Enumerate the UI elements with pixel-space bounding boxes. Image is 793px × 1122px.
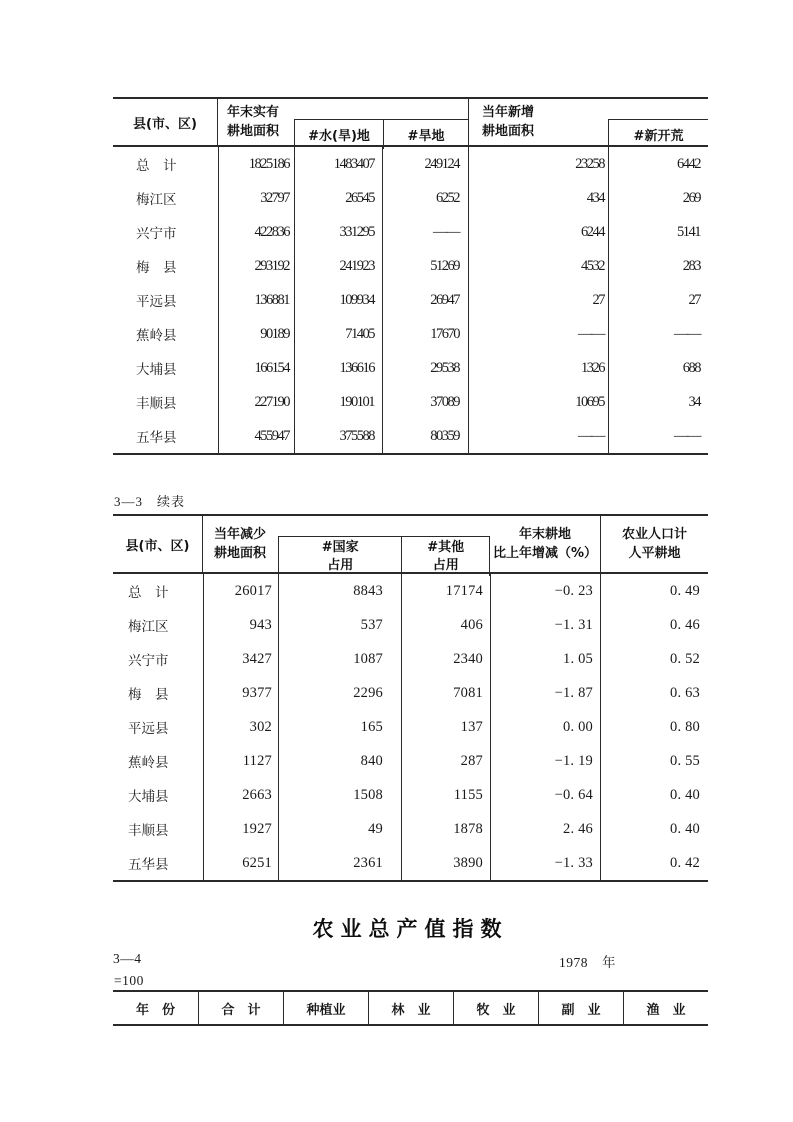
table1-header-dryland [383, 120, 468, 149]
cell-decreased-area: 3427 [203, 642, 278, 676]
cell-state-occupied: 1508 [278, 778, 401, 812]
table3-header-total: 合 计 [198, 992, 283, 1024]
table1-header-yearend-area [219, 99, 294, 145]
cell-other-occupied: 137 [401, 710, 490, 744]
row-label-county: 平远县 [136, 294, 177, 309]
cell-state-occupied: 165 [278, 710, 401, 744]
cell-new-added: 1326 [468, 351, 608, 385]
cell-dryland: 51269 [382, 249, 468, 283]
header-label-line2: 耕地面积 [214, 546, 267, 561]
row-label-county: 丰顺县 [136, 396, 177, 411]
table2-header-decreased [204, 516, 278, 572]
cell-new-added: 6244 [468, 215, 608, 249]
row-label-county: 梅 县 [128, 687, 169, 702]
cell-other-occupied: 2340 [401, 642, 490, 676]
row-label-county: 平远县 [128, 721, 169, 736]
cell-reclaimed: 34 [608, 385, 708, 419]
row-label-county: 兴宁市 [128, 653, 169, 668]
cell-yoy-change: −1. 31 [490, 608, 600, 642]
cell-decreased-area: 2663 [203, 778, 278, 812]
row-label-county: 蕉岭县 [128, 755, 169, 770]
cell-state-occupied: 2361 [278, 846, 401, 880]
cell-new-added: 23258 [468, 147, 608, 181]
cell-state-occupied: 1087 [278, 642, 401, 676]
cell-per-capita: 0. 49 [600, 574, 708, 608]
header-label: #新开荒 [633, 129, 684, 144]
cell-per-capita: 0. 55 [600, 744, 708, 778]
cell-per-capita: 0. 40 [600, 812, 708, 846]
table2-header-per-capita [600, 516, 708, 572]
table2-header-yoy-change [490, 516, 600, 572]
cell-decreased-area: 26017 [203, 574, 278, 608]
cell-yearend-area: 455947 [218, 419, 294, 453]
header-label-line2: 人平耕地 [628, 546, 681, 561]
cell-dryland: 80359 [382, 419, 468, 453]
table1-header-paddy [295, 120, 383, 149]
row-label-county: 梅 县 [136, 260, 177, 275]
cell-reclaimed: 6442 [608, 147, 708, 181]
table-row [113, 283, 708, 317]
table-row [113, 181, 708, 215]
cell-new-added: 434 [468, 181, 608, 215]
table-cultivated-land-part2 [113, 514, 708, 882]
cell-decreased-area: 1927 [203, 812, 278, 846]
cell-other-occupied: 3890 [401, 846, 490, 880]
section-title: 农业总产值指数 [312, 917, 509, 941]
cell-paddy: 190101 [294, 385, 382, 419]
row-label-county: 梅江区 [128, 619, 169, 634]
cell-reclaimed: 27 [608, 283, 708, 317]
cell-reclaimed: —— [608, 317, 708, 351]
table-row [113, 608, 708, 642]
table-row [113, 778, 708, 812]
cell-yoy-change: −0. 64 [490, 778, 600, 812]
cell-state-occupied: 2296 [278, 676, 401, 710]
row-label-county: 蕉岭县 [136, 328, 177, 343]
cell-yoy-change: −1. 87 [490, 676, 600, 710]
table3-header-husbandry: 牧 业 [453, 992, 538, 1024]
cell-paddy: 109934 [294, 283, 382, 317]
cell-yearend-area: 227190 [218, 385, 294, 419]
cell-reclaimed: 5141 [608, 215, 708, 249]
cell-state-occupied: 8843 [278, 574, 401, 608]
table2-header-state-occupied [279, 537, 401, 576]
header-label-line2: 耕地面积 [227, 124, 280, 139]
cell-dryland: 17670 [382, 317, 468, 351]
cell-other-occupied: 1878 [401, 812, 490, 846]
cell-yearend-area: 136881 [218, 283, 294, 317]
row-label-county: 大埔县 [136, 362, 177, 377]
row-label-county: 总 计 [128, 585, 169, 600]
table3-header-fishery: 渔 业 [623, 992, 708, 1024]
table-row [113, 215, 708, 249]
cell-new-added: 4532 [468, 249, 608, 283]
cell-other-occupied: 287 [401, 744, 490, 778]
cell-yearend-area: 166154 [218, 351, 294, 385]
header-label-line1: 当年减少 [214, 527, 267, 542]
cell-other-occupied: 7081 [401, 676, 490, 710]
header-label-line2: 占用 [432, 557, 459, 573]
row-label-county: 丰顺县 [128, 823, 169, 838]
table-row [113, 812, 708, 846]
cell-paddy: 241923 [294, 249, 382, 283]
table-row [113, 147, 708, 181]
cell-yearend-area: 1825186 [218, 147, 294, 181]
base-value-text: =100 [114, 973, 144, 988]
cell-dryland: 26947 [382, 283, 468, 317]
cell-decreased-area: 943 [203, 608, 278, 642]
table1-header-new-added [468, 99, 608, 145]
cell-yoy-change: −0. 23 [490, 574, 600, 608]
cell-per-capita: 0. 63 [600, 676, 708, 710]
table-row [113, 642, 708, 676]
row-label-county: 兴宁市 [136, 226, 177, 241]
header-label-line1: 当年新增 [482, 105, 535, 120]
cell-new-added: —— [468, 317, 608, 351]
cell-yoy-change: −1. 33 [490, 846, 600, 880]
cell-paddy: 71405 [294, 317, 382, 351]
table-row [113, 317, 708, 351]
cell-other-occupied: 1155 [401, 778, 490, 812]
table2-header [113, 514, 708, 574]
cell-paddy: 26545 [294, 181, 382, 215]
header-label: 县(市、区) [125, 538, 190, 554]
table-row [113, 351, 708, 385]
header-label: #旱地 [407, 129, 445, 144]
table2-header-region [113, 516, 203, 572]
cell-new-added: —— [468, 419, 608, 453]
cell-decreased-area: 1127 [203, 744, 278, 778]
table1-body [113, 147, 708, 455]
table-row [113, 419, 708, 453]
row-label-county: 总 计 [136, 158, 177, 173]
table-row [113, 249, 708, 283]
table-cultivated-land-part1 [113, 97, 708, 455]
cell-dryland: 29538 [382, 351, 468, 385]
cell-yoy-change: −1. 19 [490, 744, 600, 778]
table1-header [113, 97, 708, 147]
table-row [113, 676, 708, 710]
table1-subheader-box-reclaimed [608, 119, 708, 149]
table-row [113, 846, 708, 880]
table3-base-value [114, 973, 709, 989]
cell-paddy: 1483407 [294, 147, 382, 181]
header-label-line1: #国家 [321, 539, 359, 555]
cell-per-capita: 0. 80 [600, 710, 708, 744]
header-label-line1: 农业人口计 [621, 527, 687, 542]
row-label-county: 大埔县 [128, 789, 169, 804]
table3-base-year: 1978 年 [559, 955, 616, 970]
cell-paddy: 375588 [294, 419, 382, 453]
table-row [113, 744, 708, 778]
header-label-line2: 比上年增减（%） [492, 546, 598, 561]
cell-paddy: 331295 [294, 215, 382, 249]
header-label-line1: #其他 [427, 539, 465, 555]
cell-decreased-area: 302 [203, 710, 278, 744]
table3-header [113, 990, 708, 1026]
cell-state-occupied: 49 [278, 812, 401, 846]
header-label-line2: 占用 [327, 557, 354, 573]
cell-reclaimed: 688 [608, 351, 708, 385]
header-label-line2: 耕地面积 [482, 124, 535, 139]
row-label-county: 梅江区 [136, 192, 177, 207]
cell-dryland: 6252 [382, 181, 468, 215]
header-label-line1: 年末实有 [227, 105, 280, 120]
cell-per-capita: 0. 40 [600, 778, 708, 812]
header-label: #水(旱)地 [308, 129, 370, 144]
cell-decreased-area: 9377 [203, 676, 278, 710]
table-continuation-label: 3—3 续表 [114, 494, 186, 509]
cell-dryland: 249124 [382, 147, 468, 181]
header-label-line1: 年末耕地 [518, 527, 571, 542]
cell-per-capita: 0. 46 [600, 608, 708, 642]
cell-state-occupied: 840 [278, 744, 401, 778]
cell-per-capita: 0. 42 [600, 846, 708, 880]
table-agri-output-index [113, 990, 708, 1026]
table3-header-sideline: 副 业 [538, 992, 623, 1024]
table3-header-planting: 种植业 [283, 992, 368, 1024]
cell-yearend-area: 90189 [218, 317, 294, 351]
cell-other-occupied: 406 [401, 608, 490, 642]
table-row [113, 574, 708, 608]
table-row [113, 710, 708, 744]
table1-header-reclaimed [609, 120, 708, 149]
table2-subheader-box [278, 536, 490, 576]
cell-state-occupied: 537 [278, 608, 401, 642]
cell-yearend-area: 422836 [218, 215, 294, 249]
table1-subheader-box [294, 119, 468, 149]
cell-dryland: 37089 [382, 385, 468, 419]
cell-yoy-change: 1. 05 [490, 642, 600, 676]
table3-meta-line [113, 951, 708, 970]
cell-reclaimed: —— [608, 419, 708, 453]
header-label: 县(市、区) [133, 116, 197, 132]
cell-yoy-change: 0. 00 [490, 710, 600, 744]
cell-reclaimed: 269 [608, 181, 708, 215]
cell-new-added: 27 [468, 283, 608, 317]
cell-reclaimed: 283 [608, 249, 708, 283]
table3-header-forestry: 林 业 [368, 992, 453, 1024]
cell-yoy-change: 2. 46 [490, 812, 600, 846]
cell-yearend-area: 293192 [218, 249, 294, 283]
row-label-county: 五华县 [128, 857, 169, 872]
table3-number: 3—4 [113, 951, 142, 966]
cell-per-capita: 0. 52 [600, 642, 708, 676]
cell-paddy: 136616 [294, 351, 382, 385]
table2-header-other-occupied [401, 537, 489, 576]
cell-yearend-area: 32797 [218, 181, 294, 215]
table3-header-year: 年 份 [135, 1002, 175, 1018]
table1-header-region [113, 99, 218, 145]
cell-dryland: —— [382, 215, 468, 249]
cell-new-added: 10695 [468, 385, 608, 419]
cell-decreased-area: 6251 [203, 846, 278, 880]
table2-body [113, 574, 708, 882]
row-label-county: 五华县 [136, 430, 177, 445]
table-row [113, 385, 708, 419]
cell-other-occupied: 17174 [401, 574, 490, 608]
